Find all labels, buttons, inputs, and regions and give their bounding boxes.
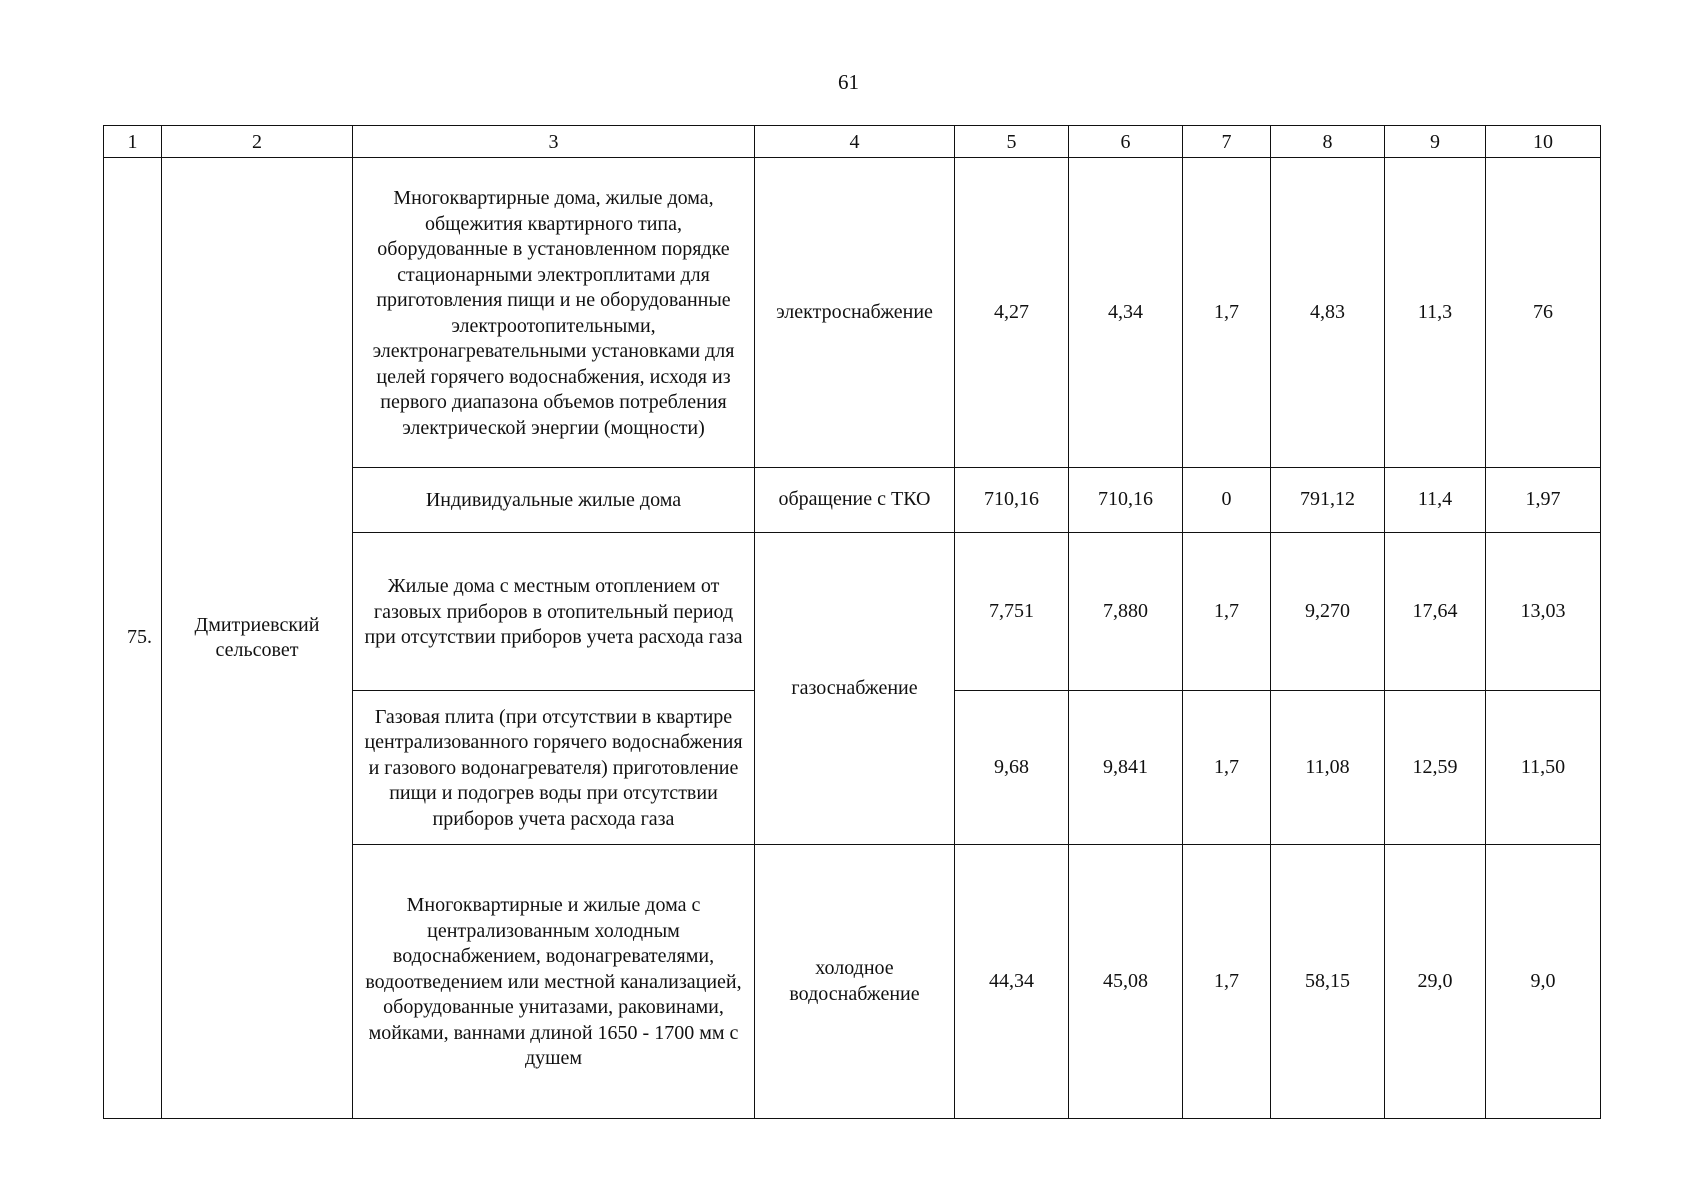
value-cell: 0: [1183, 468, 1271, 533]
column-header: 2: [162, 126, 353, 158]
value-cell: 9,0: [1486, 845, 1601, 1119]
column-header: 3: [353, 126, 755, 158]
housing-description: Жилые дома с местным отоплением от газовых приборов в отопительный период при отсутствии приборов учета расхода газа: [353, 533, 755, 691]
value-cell: 791,12: [1271, 468, 1385, 533]
value-cell: 9,68: [955, 691, 1069, 845]
housing-description: Многоквартирные дома, жилые дома, общежития квартирного типа, оборудованные в установленном порядке стационарными электроплитами для приготовления пищи и не оборудованные электроотопительными, электронагревательными установками для целей горячего водоснабжения, исходя из первого диапазона объемов потребления электрической энергии (мощности): [353, 158, 755, 468]
value-cell: 12,59: [1385, 691, 1486, 845]
column-header: 1: [104, 126, 162, 158]
column-header: 5: [955, 126, 1069, 158]
page-number: 61: [838, 70, 859, 94]
value-cell: 4,34: [1069, 158, 1183, 468]
value-cell: 11,4: [1385, 468, 1486, 533]
value-cell: 17,64: [1385, 533, 1486, 691]
housing-description: Газовая плита (при отсутствии в квартире централизованного горячего водоснабжения и газового водонагревателя) приготовление пищи и подогрев воды при отсутствии приборов учета расхода газа: [353, 691, 755, 845]
settlement-name: Дмитриевский сельсовет: [162, 158, 353, 1119]
row-number: 75.: [104, 158, 162, 1119]
value-cell: 4,27: [955, 158, 1069, 468]
table-row: [104, 158, 1601, 468]
value-cell: 9,270: [1271, 533, 1385, 691]
value-cell: 1,7: [1183, 533, 1271, 691]
value-cell: 11,08: [1271, 691, 1385, 845]
tariff-table: [103, 125, 1601, 1119]
housing-description: Индивидуальные жилые дома: [353, 468, 755, 533]
value-cell: 44,34: [955, 845, 1069, 1119]
value-cell: 7,880: [1069, 533, 1183, 691]
value-cell: 710,16: [955, 468, 1069, 533]
value-cell: 1,7: [1183, 158, 1271, 468]
value-cell: 7,751: [955, 533, 1069, 691]
column-header: 9: [1385, 126, 1486, 158]
value-cell: 45,08: [1069, 845, 1183, 1119]
service-type: газоснабжение: [755, 533, 955, 845]
service-type: холодное водоснабжение: [755, 845, 955, 1119]
column-header: 7: [1183, 126, 1271, 158]
value-cell: 13,03: [1486, 533, 1601, 691]
value-cell: 710,16: [1069, 468, 1183, 533]
value-cell: 58,15: [1271, 845, 1385, 1119]
housing-description: Многоквартирные и жилые дома с централизованным холодным водоснабжением, водонагревателями, водоотведением или местной канализацией, оборудованные унитазами, раковинами, мойками, ваннами длиной 1650 - 1700 мм с душем: [353, 845, 755, 1119]
service-type: обращение с ТКО: [755, 468, 955, 533]
value-cell: 1,97: [1486, 468, 1601, 533]
value-cell: 1,7: [1183, 845, 1271, 1119]
value-cell: 1,7: [1183, 691, 1271, 845]
column-header: 10: [1486, 126, 1601, 158]
value-cell: 9,841: [1069, 691, 1183, 845]
value-cell: 29,0: [1385, 845, 1486, 1119]
value-cell: 76: [1486, 158, 1601, 468]
column-header: 6: [1069, 126, 1183, 158]
value-cell: 11,3: [1385, 158, 1486, 468]
column-header: 8: [1271, 126, 1385, 158]
column-header: 4: [755, 126, 955, 158]
service-type: электроснабжение: [755, 158, 955, 468]
column-number-row: [104, 126, 1601, 158]
value-cell: 4,83: [1271, 158, 1385, 468]
value-cell: 11,50: [1486, 691, 1601, 845]
